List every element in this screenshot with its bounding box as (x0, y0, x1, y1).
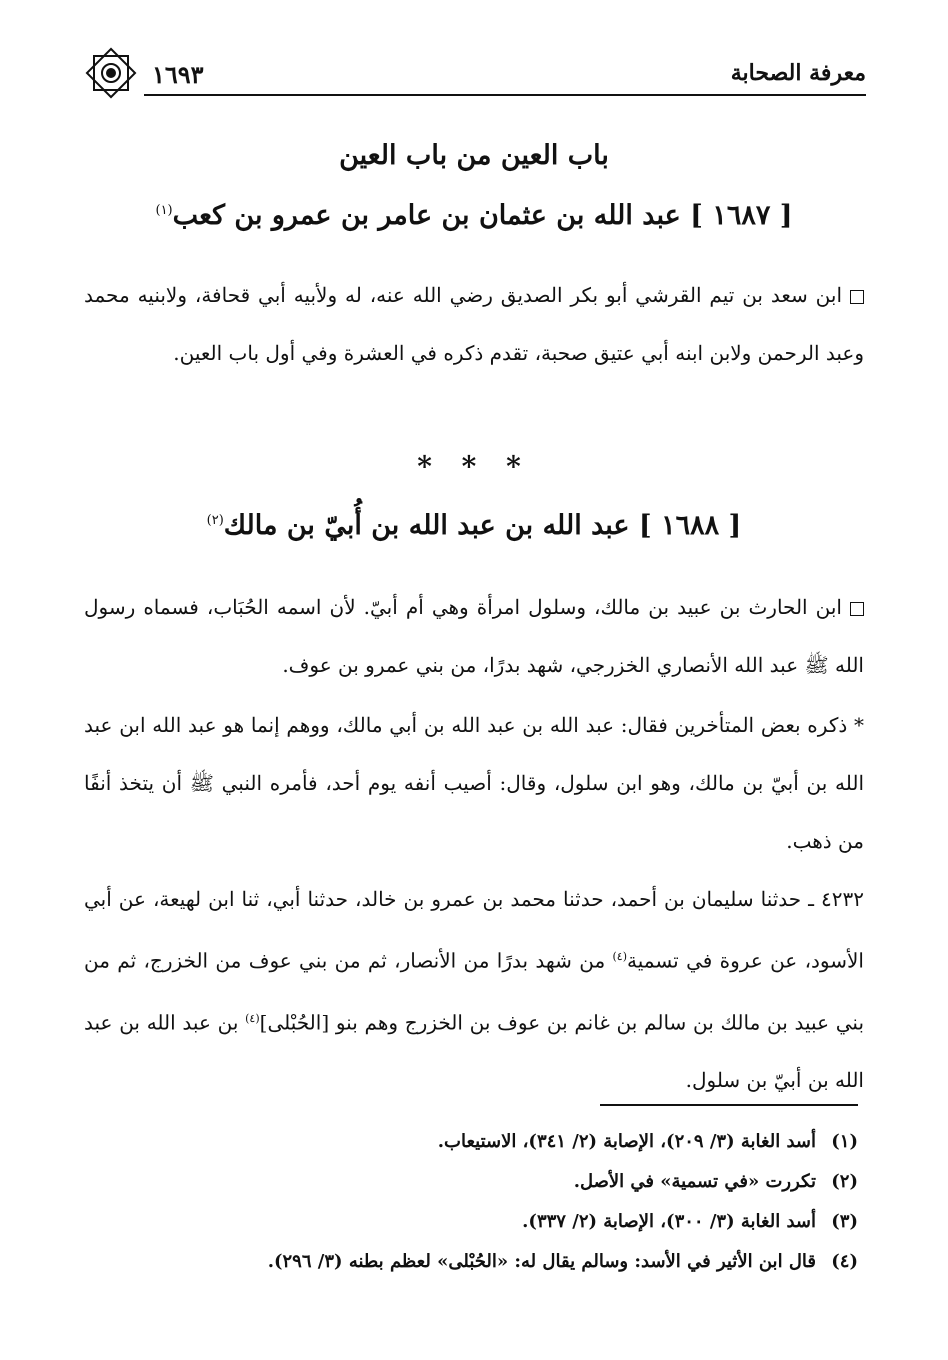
section-separator: * * * (417, 450, 531, 483)
hadith-text: ٤٢٣٢ ـ حدثنا سليمان بن أحمد، حدثنا محمد بن عمرو بن خالد، حدثنا أبي، ثنا ابن لهيعة، عن أبي الأسود، عن عروة في تسمية (84, 887, 864, 973)
entry-paragraph (84, 578, 864, 694)
footnote-ref: (١) (155, 203, 173, 218)
footnote-text: أسد الغابة (٣/ ٣٠٠)، الإصابة (٢/ ٣٣٧). (522, 1211, 816, 1232)
entry-title-1687 (60, 200, 888, 231)
footnote-number: (٢) (831, 1171, 858, 1192)
footnote-rule (600, 1104, 858, 1106)
footnote (84, 1122, 858, 1162)
footnote-number: (٣) (831, 1211, 858, 1232)
hadith-text: بن عبد الله بن عبد الله بن أبيّ بن سلول. (84, 1010, 864, 1093)
page-header (82, 52, 866, 102)
footnotes (84, 1122, 858, 1282)
footnote (84, 1162, 858, 1202)
footnote-text: قال ابن الأثير في الأسد: وسالم يقال له: «الحُبْلى» لعظم بطنه (٣/ ٢٩٦). (267, 1251, 816, 1272)
paragraph-text: ابن الحارث بن عبيد بن مالك، وسلول امرأة وهي أم أبيّ. لأن اسمه الحُبَاب، فسماه رسول الله ﷺ عبد الله الأنصاري الخزرجي، شهد بدرًا، من بني عمرو بن عوف. (84, 595, 864, 677)
running-title: معرفة الصحابة (730, 60, 866, 86)
footnote-ref: (٤) (612, 950, 628, 963)
paragraph-text: * ذكره بعض المتأخرين فقال: عبد الله بن عبد الله بن أبي مالك، ووهم إنما هو عبد الله ابن عبد الله بن أبيّ بن مالك، وهو ابن سلول، وقال: أصيب أنفه يوم أحد، فأمره النبي ﷺ أن يتخذ أنفًا من ذهب. (84, 713, 864, 853)
entry-paragraph (84, 266, 864, 382)
ornament-icon (82, 44, 140, 102)
footnote-number: (١) (831, 1131, 858, 1152)
square-bullet-icon (850, 602, 864, 616)
hadith-paragraph (84, 870, 864, 1109)
entry-title-1688 (60, 510, 888, 541)
chapter-title: باب العين من باب العين (339, 140, 609, 171)
hadith-text: من شهد بدرًا من الأنصار، ثم من بني عوف من الخزرج، ثم من بني عبيد بن مالك بن سالم بن غانم بن عوف بن الخزرج وهم بنو [الحُبْلى] (84, 948, 865, 1035)
footnote-number: (٤) (831, 1251, 858, 1272)
paragraph-text: ابن سعد بن تيم القرشي أبو بكر الصديق رضي الله عنه، له ولأبيه أبي قحافة، ولابنيه محمد وعبد الرحمن ولابن ابنه أبي عتيق صحبة، تقدم ذكره في العشرة وفي أول باب العين. (84, 283, 864, 365)
entry-paragraph (84, 696, 864, 870)
footnote-ref: (٢) (206, 513, 224, 528)
footnote-ref: (٤) (245, 1011, 260, 1025)
header-rule (144, 94, 866, 96)
entry-title-text: [ ١٦٨٨ ] عبد الله بن عبد الله بن أُبيّ بن مالك (223, 510, 742, 541)
square-bullet-icon (850, 290, 864, 304)
footnote (84, 1242, 858, 1282)
page-number: ١٦٩٣ (152, 60, 204, 89)
footnote-text: أسد الغابة (٣/ ٢٠٩)، الإصابة (٢/ ٣٤١)، الاستيعاب. (437, 1131, 816, 1152)
footnote-text: تكررت «في تسمية» في الأصل. (573, 1171, 816, 1192)
entry-title-text: [ ١٦٨٧ ] عبد الله بن عثمان بن عامر بن عمرو بن كعب (172, 200, 793, 231)
footnote (84, 1202, 858, 1242)
